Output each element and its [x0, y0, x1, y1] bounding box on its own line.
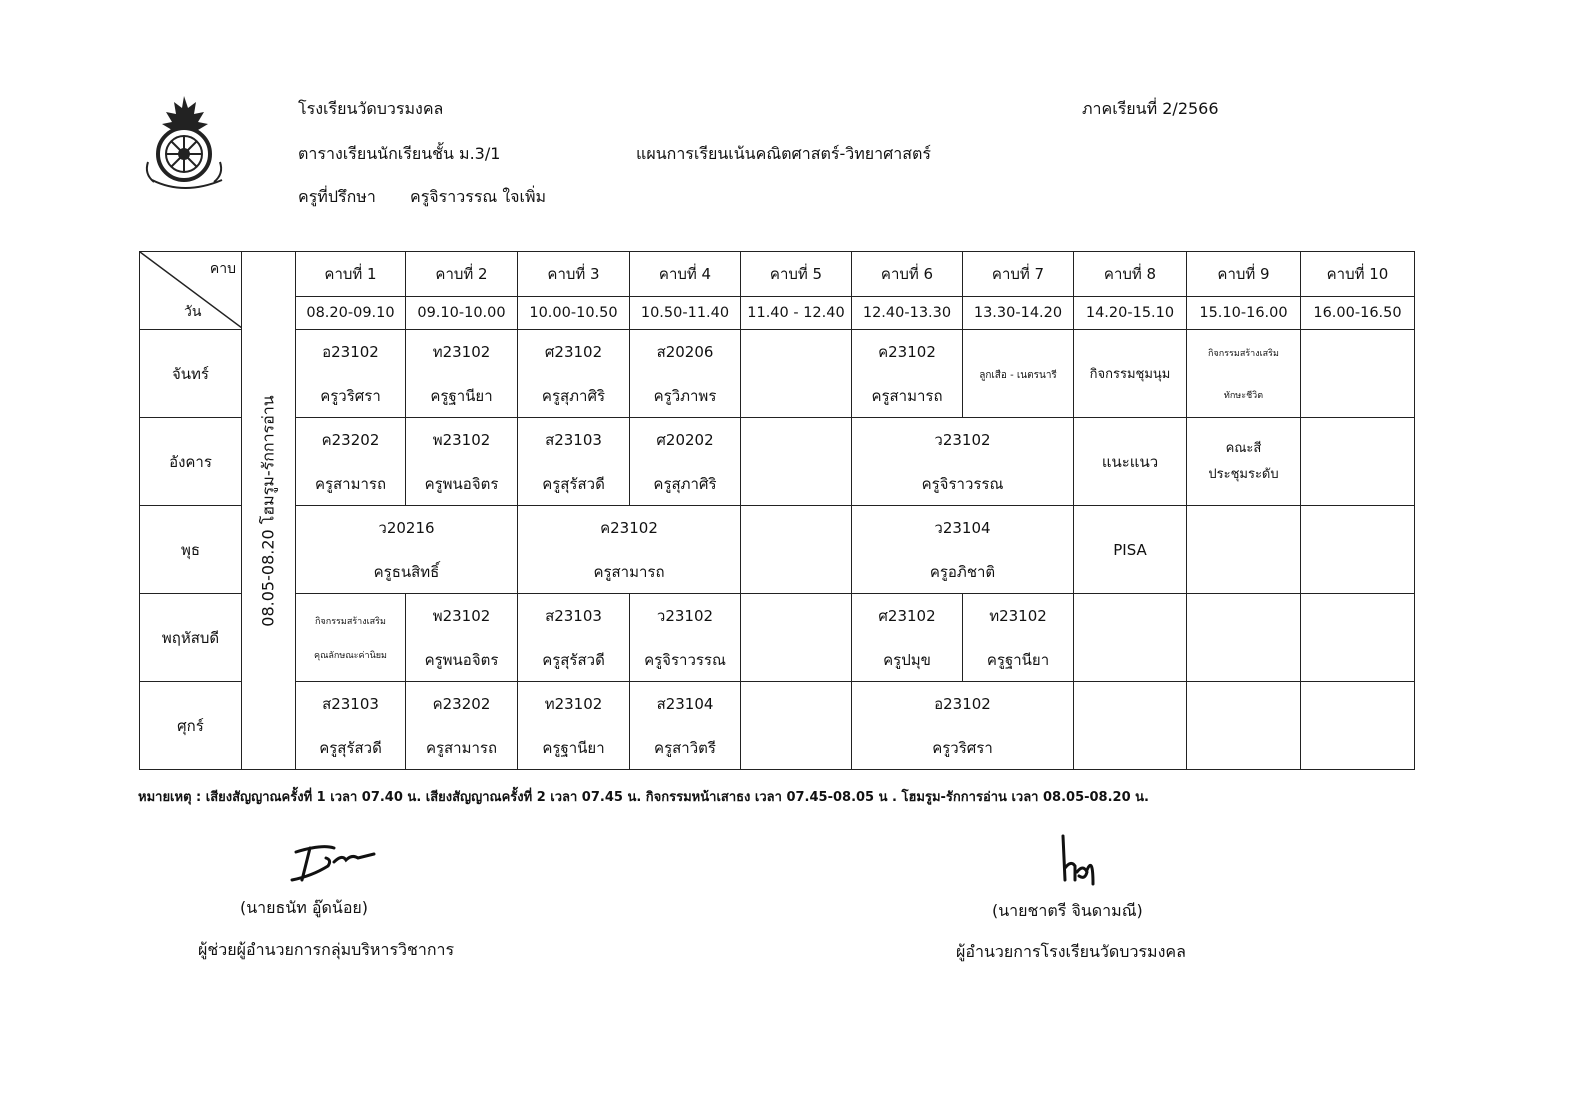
advisor-name: ครูจิราวรรณ ใจเพิ่ม [410, 187, 547, 206]
period-header: คาบที่ 9 [1187, 252, 1301, 297]
activity-line: กิจกรรมสร้างเสริม [315, 616, 386, 627]
period-header: คาบที่ 8 [1074, 252, 1187, 297]
period-time: 10.00-10.50 [518, 297, 630, 330]
class-cell [852, 418, 1074, 506]
period-time: 11.40 - 12.40 [741, 297, 852, 330]
homeroom-column [242, 252, 296, 770]
period-header: คาบที่ 7 [963, 252, 1074, 297]
class-cell [630, 682, 741, 770]
empty-cell [741, 682, 852, 770]
class-cell [630, 418, 741, 506]
day-name: พุธ [140, 506, 242, 594]
class-cell [963, 594, 1074, 682]
homeroom-label: 08.05-08.20 โฮมรูม-รักการอ่าน [258, 394, 277, 627]
subject-code: ส20206 [656, 342, 714, 361]
schedule-label: ตารางเรียนนักเรียนชั้น ม.3/1 [298, 144, 501, 163]
period-time: 13.30-14.20 [963, 297, 1074, 330]
empty-cell [1301, 682, 1415, 770]
subject-code: ค23202 [432, 694, 491, 713]
teacher-name: ครูสุรัสวดี [319, 738, 382, 757]
footnote: หมายเหตุ : เสียงสัญญาณครั้งที่ 1 เวลา 07.40 น. เสียงสัญญาณครั้งที่ 2 เวลา 07.45 น. กิจกรรมหน้าเสาธง เวลา 07.45-08.05 น . โฮมรูม-รักการอ่าน เวลา 08.05-08.20 น. [138, 790, 1149, 805]
corner-day-label: วัน [184, 304, 202, 320]
subject-code: ว23102 [656, 606, 714, 625]
teacher-name: ครูฐานียา [986, 650, 1050, 669]
subject-code: ท23102 [432, 342, 491, 361]
subject-code: ท23102 [544, 694, 603, 713]
signer-left-name: (นายธนัท อู๊ดน้อย) [240, 898, 369, 917]
teacher-name: ครูสามารถ [314, 474, 387, 493]
class-cell [518, 418, 630, 506]
empty-cell [1187, 594, 1301, 682]
signer-left-title: ผู้ช่วยผู้อำนวยการกลุ่มบริหารวิชาการ [198, 940, 455, 959]
empty-cell [741, 330, 852, 418]
subject-code: ส23103 [545, 606, 602, 625]
teacher-name: ครูวิภาพร [653, 386, 717, 405]
signature-left-icon [282, 836, 378, 888]
teacher-name: ครูพนอจิตร [424, 474, 499, 493]
signature-right-icon [1053, 832, 1101, 890]
subject-code: ส23104 [656, 694, 714, 713]
class-cell [852, 506, 1074, 594]
teacher-name: ครูอภิชาติ [929, 562, 996, 581]
teacher-name: ครูจิราวรรณ [921, 474, 1004, 493]
class-cell [630, 330, 741, 418]
activity-cell [1074, 330, 1187, 418]
class-cell [406, 682, 518, 770]
period-time: 12.40-13.30 [852, 297, 963, 330]
teacher-name: ครูฐานียา [542, 738, 605, 757]
subject-code: ส23103 [545, 430, 602, 449]
advisor-label: ครูที่ปรึกษา [298, 187, 376, 206]
day-name: อังคาร [140, 418, 242, 506]
class-cell [406, 418, 518, 506]
teacher-name: ครูสามารถ [425, 738, 498, 757]
teacher-name: ครูฐานียา [430, 386, 493, 405]
period-time: 10.50-11.40 [630, 297, 741, 330]
empty-cell [741, 506, 852, 594]
empty-cell [1301, 330, 1415, 418]
class-cell [406, 594, 518, 682]
subject-code: พ23102 [432, 430, 491, 449]
empty-cell [741, 418, 852, 506]
class-cell [296, 330, 406, 418]
corner-header [140, 252, 242, 330]
empty-cell [1187, 682, 1301, 770]
teacher-name: ครูสุภาศิริ [541, 386, 606, 405]
class-cell [852, 594, 963, 682]
teacher-name: ครูสุรัสวดี [542, 650, 605, 669]
day-name: ศุกร์ [140, 682, 242, 770]
subject-code: ว23102 [934, 430, 991, 449]
teacher-name: ครูวริศรา [320, 386, 381, 405]
class-cell [630, 594, 741, 682]
class-cell [852, 330, 963, 418]
empty-cell [1074, 682, 1187, 770]
row-monday [140, 330, 1415, 418]
row-thursday [140, 594, 1415, 682]
teacher-name: ครูจิราวรรณ [644, 650, 726, 669]
period-header: คาบที่ 1 [296, 252, 406, 297]
activity-label: ลูกเสือ - เนตรนารี [979, 370, 1057, 381]
activity-cell [1187, 418, 1301, 506]
class-cell [296, 506, 518, 594]
class-cell [406, 330, 518, 418]
activity-cell [1187, 330, 1301, 418]
activity-line: คุณลักษณะค่านิยม [314, 650, 387, 661]
class-cell [296, 682, 406, 770]
activity-line: คณะสี [1225, 440, 1262, 456]
period-header: คาบที่ 4 [630, 252, 741, 297]
study-plan-label: แผนการเรียนเน้นคณิตศาสตร์-วิทยาศาสตร์ [636, 144, 931, 163]
empty-cell [1187, 506, 1301, 594]
activity-label: กิจกรรมชุมนุม [1089, 367, 1171, 382]
day-name: จันทร์ [140, 330, 242, 418]
teacher-name: ครูปมุข [883, 650, 931, 669]
period-time: 15.10-16.00 [1187, 297, 1301, 330]
row-friday [140, 682, 1415, 770]
school-logo-icon [138, 92, 230, 198]
period-header: คาบที่ 5 [741, 252, 852, 297]
period-header: คาบที่ 2 [406, 252, 518, 297]
subject-code: พ23102 [432, 606, 491, 625]
class-cell [518, 682, 630, 770]
activity-cell [296, 594, 406, 682]
teacher-name: ครูธนสิทธิ์ [373, 562, 440, 581]
empty-cell [1074, 594, 1187, 682]
activity-line: ประชุมระดับ [1208, 466, 1279, 482]
class-cell [518, 330, 630, 418]
empty-cell [1301, 594, 1415, 682]
activity-label: แนะแนว [1101, 452, 1159, 471]
corner-period-label: คาบ [209, 261, 236, 277]
teacher-name: ครูสามารถ [593, 562, 665, 581]
subject-code: ศ23102 [544, 342, 603, 361]
activity-line: กิจกรรมสร้างเสริม [1208, 348, 1279, 359]
teacher-name: ครูพนอจิตร [424, 650, 499, 669]
subject-code: ส23103 [322, 694, 379, 713]
subject-code: ว23104 [934, 518, 991, 537]
period-time: 14.20-15.10 [1074, 297, 1187, 330]
semester-label: ภาคเรียนที่ 2/2566 [1082, 99, 1219, 118]
subject-code: ศ23102 [878, 606, 936, 625]
row-tuesday [140, 418, 1415, 506]
teacher-name: ครูสุภาศิริ [653, 474, 717, 493]
teacher-name: ครูสามารถ [871, 386, 943, 405]
signer-right-name: (นายชาตรี จินดามณี) [992, 901, 1143, 920]
activity-line: ทักษะชีวิต [1223, 390, 1264, 401]
subject-code: อ23102 [322, 342, 379, 361]
activity-cell [1074, 506, 1187, 594]
subject-code: ท23102 [989, 606, 1047, 625]
signer-right-title: ผู้อำนวยการโรงเรียนวัดบวรมงคล [956, 942, 1186, 961]
teacher-name: ครูสุรัสวดี [542, 474, 605, 493]
subject-code: ศ20202 [656, 430, 714, 449]
period-time: 09.10-10.00 [406, 297, 518, 330]
row-wednesday [140, 506, 1415, 594]
period-time: 16.00-16.50 [1301, 297, 1415, 330]
subject-code: ค23102 [878, 342, 936, 361]
activity-cell [1074, 418, 1187, 506]
class-cell [518, 506, 741, 594]
day-name: พฤหัสบดี [140, 594, 242, 682]
period-header: คาบที่ 3 [518, 252, 630, 297]
subject-code: ว20216 [378, 518, 435, 537]
period-time: 08.20-09.10 [296, 297, 406, 330]
teacher-name: ครูสาวิตรี [654, 738, 716, 757]
activity-cell [963, 330, 1074, 418]
subject-code: อ23102 [934, 694, 991, 713]
class-cell [296, 418, 406, 506]
class-cell [518, 594, 630, 682]
empty-cell [1301, 506, 1415, 594]
empty-cell [741, 594, 852, 682]
empty-cell [1301, 418, 1415, 506]
timetable [139, 251, 1415, 770]
activity-label: PISA [1113, 540, 1147, 559]
subject-code: ค23202 [321, 430, 380, 449]
school-name: โรงเรียนวัดบวรมงคล [298, 99, 444, 118]
class-cell [852, 682, 1074, 770]
subject-code: ค23102 [600, 518, 658, 537]
period-header: คาบที่ 10 [1301, 252, 1415, 297]
period-header: คาบที่ 6 [852, 252, 963, 297]
teacher-name: ครูวริศรา [932, 738, 993, 757]
